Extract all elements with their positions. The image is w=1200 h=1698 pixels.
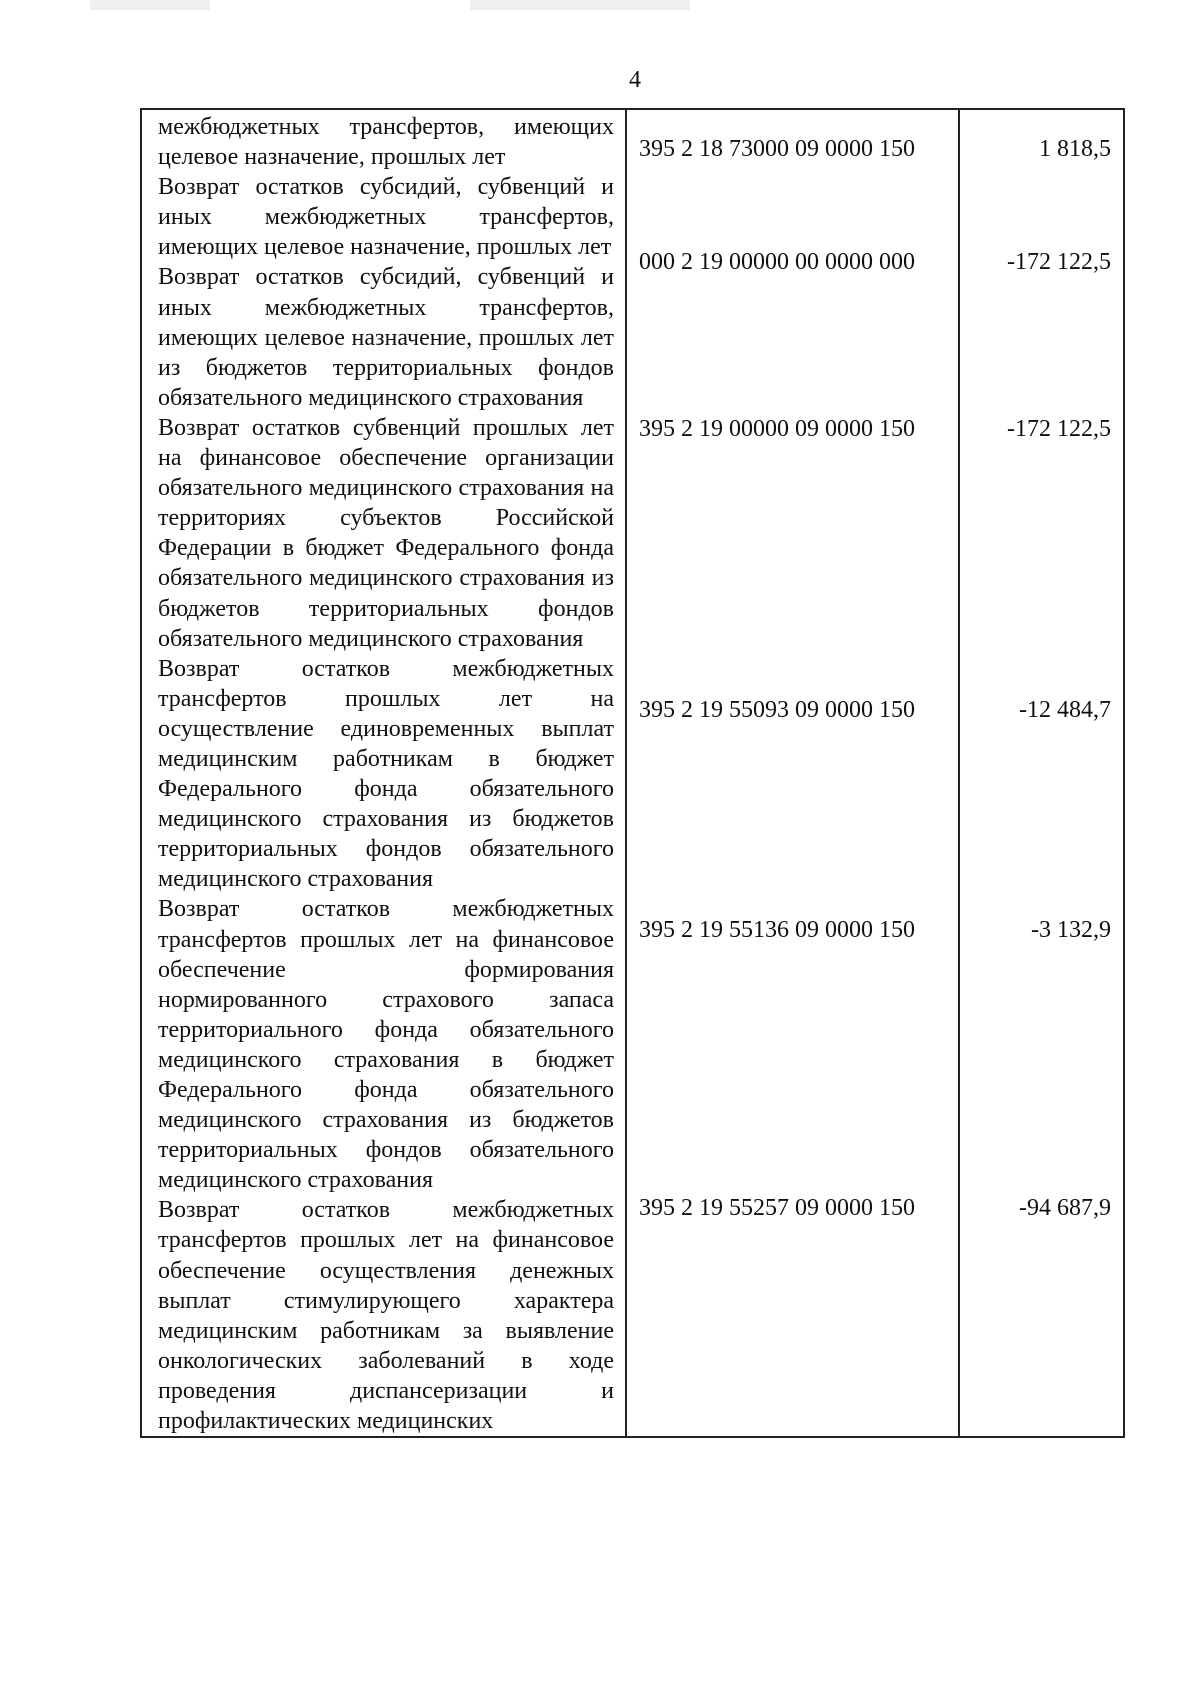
codes-cell (626, 109, 959, 1437)
table-row (141, 109, 1124, 1437)
row-description: Возврат остатков субсидий, субвенций и иных межбюджетных трансфертов, имеющих целевое назначение, прошлых лет (158, 174, 614, 261)
row-code: 000 2 19 00000 00 0000 000 (639, 249, 915, 275)
amounts-cell (959, 109, 1124, 1437)
row-code: 395 2 19 55257 09 0000 150 (639, 1195, 915, 1221)
row-amount: -172 122,5 (1007, 249, 1111, 275)
row-amount: -3 132,9 (1031, 917, 1111, 943)
row-amount: 1 818,5 (1039, 136, 1111, 162)
row-description: Возврат остатков межбюджетных трансфертов прошлых лет на финансовое обеспечение осуществления денежных выплат стимулирующего характера медицинским работникам за выявление онкологических заболеваний в ходе проведения диспансеризации и профилактических медицинских (158, 1197, 614, 1435)
descriptions-cell (141, 109, 626, 1437)
row-code: 395 2 19 00000 09 0000 150 (639, 416, 915, 442)
row-code: 395 2 19 55093 09 0000 150 (639, 697, 915, 723)
page-number: 4 (629, 67, 641, 93)
scan-edge-mark (470, 0, 690, 10)
row-code: 395 2 18 73000 09 0000 150 (639, 136, 915, 162)
row-description: Возврат остатков межбюджетных трансфертов прошлых лет на осуществление единовременных выплат медицинским работникам в бюджет Федерального фонда обязательного медицинского страхования из бюджетов территориальных фондов обязательного медицинского страхования (158, 655, 614, 893)
row-description: Возврат остатков межбюджетных трансфертов прошлых лет на финансовое обеспечение формирования нормированного страхового запаса территориального фонда обязательного медицинского страхования в бюджет Федерального фонда обязательного медицинского страхования из бюджетов территориальных фондов обязательного медицинского страхования (158, 896, 614, 1194)
row-description: Возврат остатков субсидий, субвенций и иных межбюджетных трансфертов, имеющих целевое назначение, прошлых лет из бюджетов территориальных фондов обязательного медицинского страхования (158, 264, 614, 411)
scan-edge-mark (90, 0, 210, 10)
row-description: Возврат остатков субвенций прошлых лет на финансовое обеспечение организации обязательного медицинского страхования на территориях субъектов Российской Федерации в бюджет Федерального фонда обязательного медицинского страхования из бюджетов территориальных фондов обязательного медицинского страхования (158, 414, 614, 652)
row-description: межбюджетных трансфертов, имеющих целевое назначение, прошлых лет (158, 114, 614, 171)
row-code: 395 2 19 55136 09 0000 150 (639, 917, 915, 943)
budget-table (140, 108, 1125, 1438)
row-amount: -172 122,5 (1007, 416, 1111, 442)
row-amount: -94 687,9 (1019, 1195, 1111, 1221)
row-amount: -12 484,7 (1019, 697, 1111, 723)
